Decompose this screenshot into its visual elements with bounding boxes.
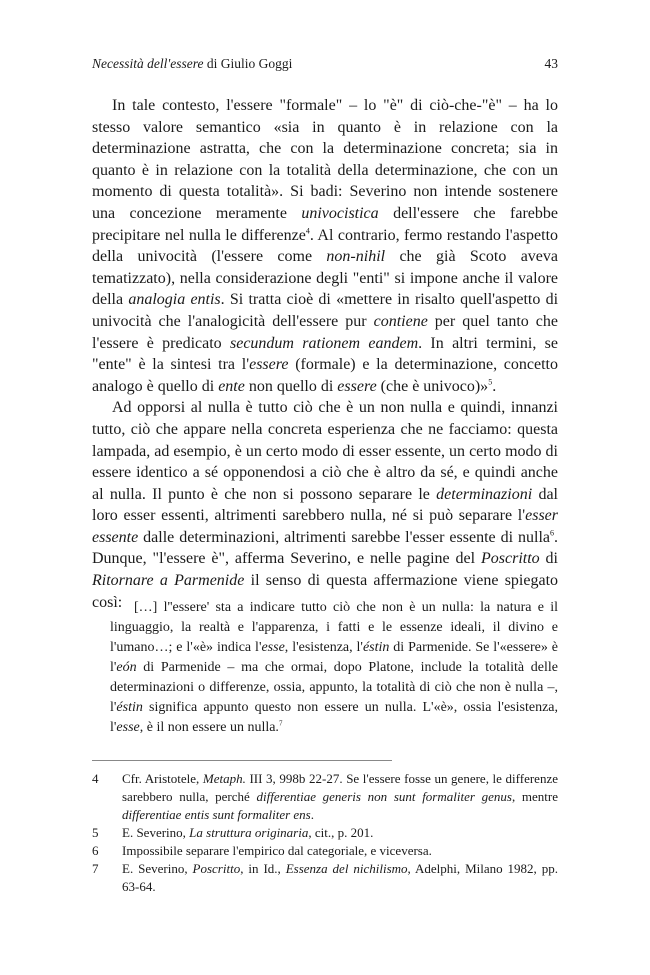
italic-text: éstin — [116, 700, 143, 715]
italic-text: differentiae entis sunt formaliter ens — [122, 807, 311, 822]
text-run: . Si tratta cioè di «mettere in risalto quell'aspetto di univocità che l'analogicità dell'essere pur — [92, 291, 559, 330]
italic-text: Metaph. — [202, 771, 246, 786]
italic-text: essere — [337, 377, 377, 395]
footnote-number: 5 — [92, 825, 99, 840]
text-run: . In altri termini, se "ente" è la sintesi tra l' — [92, 334, 559, 374]
text-run: di Parmenide – ma che ormai, dopo Platone, include la totalità delle determinazioni o differenze, ossia, appunto, la totalità di ciò che non è nulla –, l' — [110, 660, 558, 715]
text-run: significa appunto questo non essere un nulla. L'«è», ossia l'esistenza, l' — [110, 700, 558, 735]
italic-text: differentiae generis non sunt formaliter genus — [256, 789, 512, 804]
text-run: (formale) e la determinazione, concetto analogo è quello di — [92, 356, 558, 395]
footnote-ref: 4 — [305, 226, 310, 236]
italic-text: esser essente — [92, 507, 558, 546]
footnote-ref: 7 — [278, 719, 283, 728]
text-run: di Parmenide. Se l'«essere» è l' — [110, 640, 558, 675]
italic-text: contiene — [373, 312, 428, 330]
footnotes — [92, 770, 558, 896]
text-run: . Dunque, "l'essere è", afferma Severino, e nelle pagine del — [92, 528, 558, 568]
text-run: dell'essere che farebbe precipitare nel nulla le differenze — [92, 204, 558, 244]
footnote-number: 7 — [92, 861, 99, 876]
text-run: Cfr. Aristotele, — [122, 771, 203, 786]
footnote-ref: 5 — [488, 377, 493, 387]
text-run: , è il non essere un nulla. — [139, 720, 279, 735]
italic-text: ente — [218, 377, 245, 395]
footnote-ref: 6 — [550, 528, 554, 538]
text-run: , cit., p. 201. — [308, 825, 374, 840]
author-name: di Giulio Goggi — [203, 56, 293, 71]
text-run: E. Severino, — [122, 825, 190, 840]
footnote-text — [122, 771, 558, 822]
text-run: che già Scoto aveva tematizzato), nella considerazione degli "enti" si impone anche il valore della — [92, 248, 558, 309]
text-run: , in Id., — [240, 861, 286, 876]
text-run: per quel tanto che l'essere è predicato — [92, 312, 559, 352]
text-run: il senso di questa affermazione viene spiegato così: — [92, 572, 559, 611]
paragraph — [92, 95, 558, 397]
italic-text: éstin — [362, 640, 390, 655]
italic-text: secundum rationem eandem — [229, 334, 419, 352]
text-run: , mentre — [511, 789, 558, 804]
footnote-divider — [92, 760, 392, 761]
paragraph — [92, 397, 558, 613]
text-run: non quello di — [244, 377, 338, 395]
italic-text: Essenza del nichilismo — [285, 861, 408, 876]
italic-text: Poscritto — [480, 550, 540, 568]
italic-text: analogia entis — [128, 291, 221, 309]
italic-text: non-nihil — [326, 248, 386, 266]
footnote-text — [122, 825, 373, 840]
italic-text: La struttura originaria — [189, 825, 309, 840]
footnote — [92, 824, 558, 842]
text-run: […] l''essere' sta a indicare tutto ciò che non è un nulla: la natura e il linguaggio, la realtà e l'apparenza, i fatti e le essenze ideali, il divino e l'umano…; e l'«è» indica l' — [110, 600, 558, 655]
text-run: , Adelphi, Milano 1982, pp. 63-64. — [122, 861, 558, 894]
text-run: dal loro esser essenti, altrimenti sarebbero nulla, né si può separare l' — [92, 485, 559, 525]
running-title — [92, 56, 292, 72]
italic-text: essere — [249, 356, 289, 374]
main-text — [92, 95, 558, 613]
italic-text: univocistica — [301, 204, 379, 222]
italic-text: Poscritto — [192, 861, 241, 876]
footnote — [92, 860, 558, 896]
text-run: . — [310, 807, 314, 822]
quote-text — [110, 598, 558, 738]
text-run: E. Severino, — [122, 861, 193, 876]
italic-text: esse — [261, 640, 285, 655]
block-quote — [110, 598, 558, 738]
page-number: 43 — [544, 56, 558, 71]
book-title: Necessità dell'essere — [92, 56, 204, 71]
italic-text: Ritornare a Parmenide — [92, 572, 245, 590]
footnote — [92, 770, 558, 824]
text-run: Impossibile separare l'empirico dal categoriale, e viceversa. — [122, 843, 432, 858]
italic-text: esse — [116, 720, 140, 735]
text-run: , l'esistenza, l' — [284, 640, 363, 655]
text-run: . Al contrario, fermo restando l'aspetto della univocità (l'essere come — [92, 226, 559, 266]
footnote — [92, 842, 558, 860]
italic-text: determinazioni — [436, 485, 533, 503]
text-run: (che è univoco)» — [376, 377, 489, 395]
text-run: In tale contesto, l'essere "formale" – lo "è" di ciò-che-"è" – ha lo stesso valore semantico «sia in quanto è in relazione con la determinazione astratta, che con la determinazione concreta; sia in quanto è in relazione con la totalità della determinazione, che con un momento di questa totalità». Si badi: Severino non intende sostenere una concezione meramente — [92, 97, 558, 222]
italic-text: eón — [116, 660, 137, 675]
footnote-number: 4 — [92, 771, 99, 786]
footnote-number: 6 — [92, 843, 99, 858]
text-run: Ad opporsi al nulla è tutto ciò che è un non nulla e quindi, innanzi tutto, ciò che appare nella concreta esperienza che ne facciamo: questa lampada, ad esempio, è un certo modo di esser essente, un certo modo di essere identico a sé opponendosi a ciò che è altro da sé, e quindi anche al nulla. Il punto è che non si possono separare le — [92, 399, 558, 503]
footnote-text — [122, 843, 432, 858]
footnote-text — [122, 861, 558, 894]
text-run: di — [539, 550, 558, 568]
text-run: dalle determinazioni, altrimenti sarebbe l'esser essente di nulla — [138, 528, 550, 546]
text-run: . — [492, 377, 497, 395]
text-run: III 3, 998b 22-27. Se l'essere fosse un genere, le differenze sarebbero nulla, perché — [122, 771, 558, 804]
running-header — [92, 56, 558, 76]
